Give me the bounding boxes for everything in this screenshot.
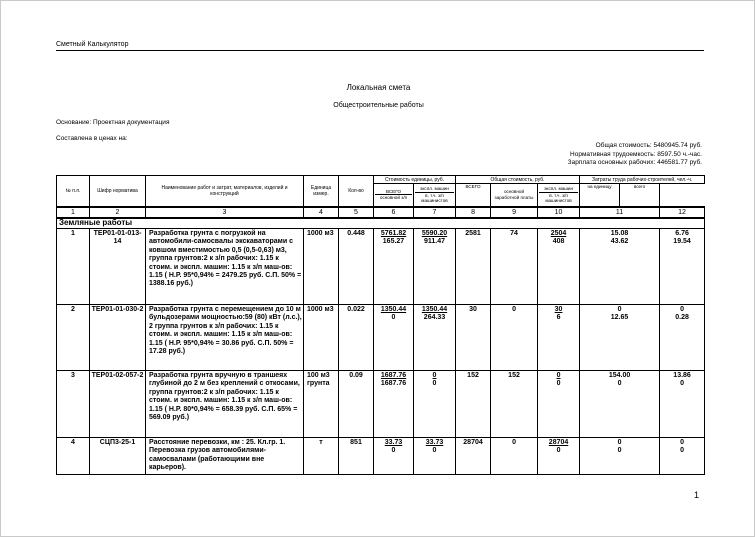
table-row xyxy=(57,305,705,371)
value-bottom: 0 xyxy=(391,314,396,322)
value-top: 30 xyxy=(554,306,563,313)
value-top: 33.73 xyxy=(384,439,403,446)
row-total-mach xyxy=(538,305,580,371)
row-qty: 0.09 xyxy=(339,371,374,438)
header-osn-zarplaty: основной заработной платы xyxy=(491,184,538,207)
header-labor-total: всего xyxy=(620,184,660,207)
row-code: ТЕР01-01-013-14 xyxy=(90,229,146,305)
row-code: ТЕР01-01-030-2 xyxy=(90,305,146,371)
header-expl-zp-total xyxy=(538,184,580,207)
value-top: 1350.44 xyxy=(380,306,407,313)
row-unit: т xyxy=(304,438,339,475)
row-labor-total xyxy=(660,371,705,438)
header-labor: Затраты труда рабочих-строителей, чел.-ч. xyxy=(580,176,705,184)
value-top: 154.00 xyxy=(608,372,631,379)
value-top: 0 xyxy=(680,439,685,446)
app-title: Сметный Калькулятор xyxy=(56,41,129,48)
value-bottom: 0 xyxy=(432,380,437,388)
row-unit-cost-total xyxy=(374,371,414,438)
table-row xyxy=(57,438,705,475)
row-description: Разработка грунта с погрузкой на автомобили-самосвалы экскаваторами с ковшом вместимостью 0,5 (0,5-0,63) м3, группа грунтов:2 к з/п рабочих: 1.15 к стоим. и экспл. машин: 1.15 к з/п маш-ов: 1.15 ( Н.Р. 95*0,94% = 2479.25 руб. С.П. 50% = 1388.16 руб.) xyxy=(146,229,304,305)
document-title: Локальная смета xyxy=(346,83,411,92)
row-total: 30 xyxy=(456,305,491,371)
row-unit-cost-total xyxy=(374,229,414,305)
header-expl-total-label: экспл. машин xyxy=(539,186,578,193)
prices-text: Составлена в ценах на: xyxy=(56,135,128,142)
section-title: Земляные работы xyxy=(57,218,705,229)
header-vsego-osn xyxy=(374,184,414,207)
col-number: 8 xyxy=(456,207,491,218)
row-num: 3 xyxy=(57,371,90,438)
row-code: СЦП3-25-1 xyxy=(90,438,146,475)
row-code: ТЕР01-02-057-2 xyxy=(90,371,146,438)
row-labor-total xyxy=(660,305,705,371)
col-number: 6 xyxy=(374,207,414,218)
row-qty: 0.448 xyxy=(339,229,374,305)
value-top: 0 xyxy=(432,372,437,379)
row-num: 4 xyxy=(57,438,90,475)
header-per-unit: на единицу xyxy=(580,184,620,207)
salary-total: Зарплата основных рабочих: 446581.77 руб. xyxy=(567,159,702,166)
row-total: 152 xyxy=(456,371,491,438)
value-top: 5590.20 xyxy=(421,230,448,237)
value-top: 2504 xyxy=(550,230,567,237)
header-vsego-total: ВСЕГО xyxy=(456,184,491,207)
total-cost: Общая стоимость: 5480945.74 руб. xyxy=(595,142,702,149)
value-bottom: 0 xyxy=(391,447,396,455)
row-description: Расстояние перевозки, км : 25. Кл.гр. 1. Перевозка грузов автомобилями-самосвалами (работающими вне карьеров). xyxy=(146,438,304,475)
row-total-salary: 0 xyxy=(491,305,538,371)
value-bottom: 19.54 xyxy=(673,238,691,246)
col-number: 2 xyxy=(90,207,146,218)
row-total: 2581 xyxy=(456,229,491,305)
table-row xyxy=(57,371,705,438)
row-unit-cost-mach xyxy=(414,229,456,305)
value-top: 1350.44 xyxy=(421,306,448,313)
row-labor-total xyxy=(660,229,705,305)
col-number: 4 xyxy=(304,207,339,218)
row-unit: 100 м3 грунта xyxy=(304,371,339,438)
col-number: 10 xyxy=(538,207,580,218)
value-top: 1687.76 xyxy=(380,372,407,379)
value-bottom: 0 xyxy=(556,447,561,455)
row-num: 2 xyxy=(57,305,90,371)
table-row xyxy=(57,229,705,305)
header-qty: Кол-во xyxy=(339,176,374,207)
col-number: 11 xyxy=(580,207,660,218)
header-code: Шифр норматива xyxy=(90,176,146,207)
value-top: 6.76 xyxy=(675,230,689,237)
row-qty: 851 xyxy=(339,438,374,475)
value-top: 28704 xyxy=(548,439,569,446)
col-number: 9 xyxy=(491,207,538,218)
value-bottom: 911.47 xyxy=(423,238,446,246)
header-unit: Единица измер. xyxy=(304,176,339,207)
row-total-salary: 0 xyxy=(491,438,538,475)
row-labor-per-unit xyxy=(580,438,660,475)
header-expl-label: экспл. машин xyxy=(415,186,454,193)
row-unit-cost-mach xyxy=(414,438,456,475)
page-number: 1 xyxy=(694,490,700,500)
row-unit-cost-mach xyxy=(414,305,456,371)
col-number: 3 xyxy=(146,207,304,218)
basis-text: Основание: Проектная документация xyxy=(56,119,170,126)
value-bottom: 0 xyxy=(617,447,622,455)
value-top: 0 xyxy=(556,372,561,379)
row-total-mach xyxy=(538,371,580,438)
row-unit-cost-total xyxy=(374,438,414,475)
header-expl-zp xyxy=(414,184,456,207)
value-bottom: 12.65 xyxy=(610,314,629,322)
value-bottom: 0 xyxy=(556,380,561,388)
col-number: 7 xyxy=(414,207,456,218)
col-number: 1 xyxy=(57,207,90,218)
row-unit: 1000 м3 xyxy=(304,229,339,305)
value-top: 0 xyxy=(617,439,622,446)
row-total-salary: 74 xyxy=(491,229,538,305)
totals-block xyxy=(568,142,702,168)
row-num: 1 xyxy=(57,229,90,305)
header-divider xyxy=(56,50,704,51)
value-bottom: 6 xyxy=(556,314,561,322)
header-vsego-label: ВСЕГО xyxy=(375,189,412,196)
row-total-mach xyxy=(538,438,580,475)
row-unit-cost-mach xyxy=(414,371,456,438)
value-top: 5761.82 xyxy=(380,230,407,237)
value-bottom: 264.33 xyxy=(423,314,446,322)
value-bottom: 0 xyxy=(680,380,685,388)
value-top: 33.73 xyxy=(425,439,444,446)
row-labor-total xyxy=(660,438,705,475)
header-num: № п.п. xyxy=(57,176,90,207)
value-bottom: 0 xyxy=(617,380,622,388)
row-labor-per-unit xyxy=(580,305,660,371)
row-description: Разработка грунта вручную в траншеях глубиной до 2 м без креплений с откосами, группа грунтов:2 к з/п рабочих: 1.15 к стоим. и экспл. машин: 1.15 к з/п маш-ов: 1.15 ( Н.Р. 80*0,94% = 658.39 руб. С.П. 65% = 569.09 руб.) xyxy=(146,371,304,438)
estimate-table xyxy=(56,175,705,475)
row-unit: 1000 м3 xyxy=(304,305,339,371)
header-unit-cost: Стоимость единицы, руб. xyxy=(374,176,456,184)
col-number: 5 xyxy=(339,207,374,218)
row-unit-cost-total xyxy=(374,305,414,371)
value-top: 15.08 xyxy=(610,230,629,237)
value-bottom: 408 xyxy=(552,238,565,246)
row-qty: 0.022 xyxy=(339,305,374,371)
header-name: Наименование работ и затрат, материалов, изделий и конструкций xyxy=(146,176,304,207)
header-total-cost: Общая стоимость, руб. xyxy=(456,176,580,184)
labor-intensity: Нормативная трудоемкость: 8597.50 ч.-час. xyxy=(570,150,702,158)
value-top: 0 xyxy=(680,306,685,313)
header-zp-mash-total-label: в. т.ч. з/п машинистов xyxy=(545,192,572,203)
col-number: 12 xyxy=(660,207,705,218)
row-total-mach xyxy=(538,229,580,305)
header-osn-zp-label: основной з/п xyxy=(379,195,408,201)
value-top: 0 xyxy=(617,306,622,313)
value-top: 13.86 xyxy=(673,372,691,379)
row-description: Разработка грунта с перемещением до 10 м бульдозерами мощностью:59 (80) кВт (л.с.), 2 группа грунтов к з/п рабочих: 1.15 к стоим. и экспл. машин: 1.15 к з/п маш-ов: 1.15 ( Н.Р. 95*0,94% = 30.86 руб. С.П. 50% = 17.28 руб.) xyxy=(146,305,304,371)
header-zp-mash-label: в. т.ч. з/п машинистов xyxy=(421,192,448,203)
value-bottom: 0 xyxy=(680,447,685,455)
value-bottom: 1687.76 xyxy=(380,380,407,388)
value-bottom: 0.28 xyxy=(675,314,689,322)
row-total: 28704 xyxy=(456,438,491,475)
value-bottom: 43.62 xyxy=(610,238,629,246)
value-bottom: 0 xyxy=(432,447,437,455)
row-labor-per-unit xyxy=(580,371,660,438)
document-subtitle: Общестроительные работы xyxy=(333,102,424,109)
header-row-1 xyxy=(57,176,705,184)
row-labor-per-unit xyxy=(580,229,660,305)
column-numbers-row xyxy=(57,207,705,218)
row-total-salary: 152 xyxy=(491,371,538,438)
section-row xyxy=(57,218,705,229)
value-bottom: 165.27 xyxy=(382,238,405,246)
